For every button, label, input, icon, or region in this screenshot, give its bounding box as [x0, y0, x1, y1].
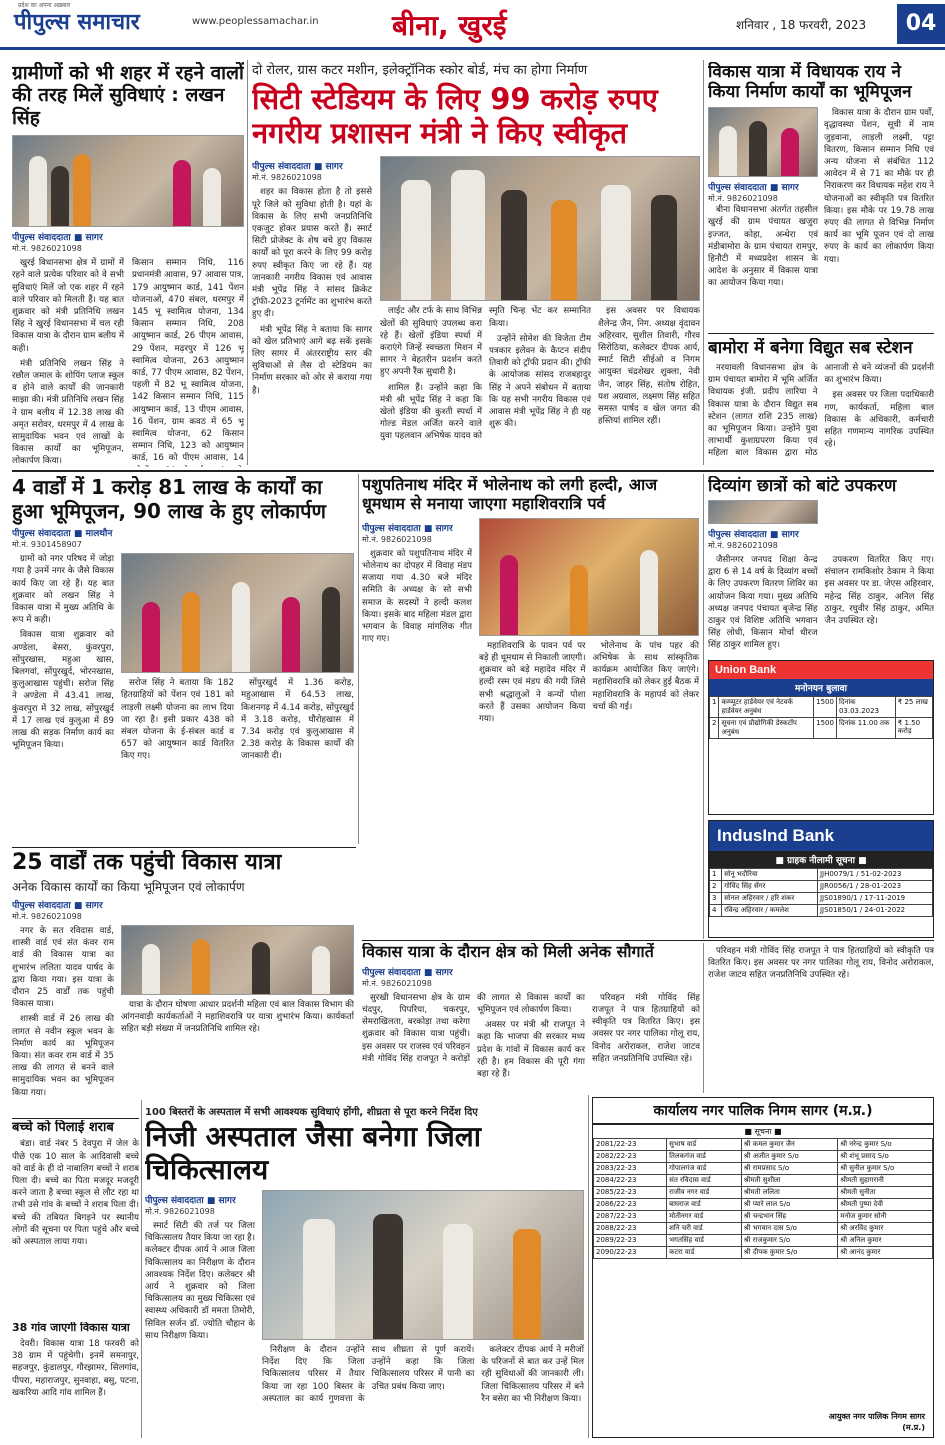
paragraph: निरीक्षण के दौरान उन्होंने निर्देश दिए कि जिला चिकित्सालय परिसर में तैयार किया जा रहा 100 बिस्तर के अस्पताल का कार्य गुणवत्ता के साथ शीघ्रता से पूर्ण करायें। उन्होंने कहा कि जिला चिकित्सालय परिसर में पानी का उचित प्रबंध किया जाए।	[262, 1345, 475, 1404]
cell-year: 2083/22-23	[594, 1163, 667, 1175]
cell-year: 2081/22-23	[594, 1139, 667, 1151]
cell-name: सूचना एवं प्रौद्योगिकी डेस्कटॉप अनुबंध	[719, 718, 814, 739]
story-body-continued	[262, 1344, 584, 1405]
table-row	[594, 1247, 933, 1259]
paragraph: अवसर पर मंत्री श्री राजपूत ने कहा कि भाजपा की सरकार मध्य प्रदेश के गांवों में विकास कार्य कर रही है। हम विकास की पूरी गंगा बहा रहे हैं।	[477, 1020, 585, 1080]
cell-loan: JJS01890/1 / 17-11-2019	[817, 893, 932, 905]
cell-count: 1500	[814, 697, 837, 718]
byline: पीपुल्स संवाददाता ■ सागर	[252, 162, 343, 173]
municipal-notice	[592, 1097, 934, 1438]
paragraph: शास्त्री वार्ड में 26 लाख की लागत से नवीन स्कूल भवन के निर्माण कार्य का भूमिपूजन किया। संत कवर राम वार्ड में 35 लाख की लागत से बनने वाले सामुदायिक भवन का भूमिपूजन किया गया।	[12, 1014, 114, 1098]
cell-no: 4	[710, 905, 722, 917]
paragraph: सुरखी विधानसभा क्षेत्र के ग्राम चंदपुर, पिपरिया, चकरपुर, सेमराखिलता, बरकोड़ा तथा करेगा शुक्रवार को विकास यात्रा पहुंची। इस अवसर पर राजस्व एवं परिवहन मंत्री गोविंद सिंह राजपूत ने करोड़ों की लागत से विकास कार्यों का भूमिपूजन एवं लोकार्पण किया।	[362, 992, 585, 1064]
paragraph: सरोज सिंह ने बताया कि 182 हितग्राहियों को पेंशन एवं 181 को लाड़ली लक्ष्मी योजना का लाभ दिया जा रहा है। इसी प्रकार 438 को संबल योजना के ई-संबल कार्ड व 657 को आयुष्मान कार्ड वितरित किए गए।	[121, 678, 234, 762]
table-row	[594, 1235, 933, 1247]
story-district-hospital	[145, 1104, 585, 1438]
paragraph: किसान सम्मान निधि, 116 प्रधानमंत्री आवास, 97 आवास पात्र, 179 आयुष्मान कार्ड, 141 पेंशन योजनाओं, 470 संबल, धरमपुर में 145 भू स्वामित्व योजना, 134 किसान सम्मान निधि, 208 आयुष्मान कार्ड, 26 पीएम आवास, 29 पेंशन, मढ़रपुर में 126 भू स्वामित्व योजना, 263 आयुष्मान कार्ड, 77 पीएम आवास, 82 पेंशन, पहली में 82 भू स्वामित्व योजना, 142 किसान सम्मान निधि, 115 आयुष्मान कार्ड, 13 पीएम आवास, 16 पेंशन, ग्राम कवठ में 65 भू स्वामित्व योजना, 62 किसान सम्मान निधि, 123 को आयुष्मान कार्ड, 16 को पीएम आवास, 14	[132, 258, 244, 464]
cell-name: श्रीमती सुशीला	[741, 1175, 838, 1187]
story-body-continued	[121, 999, 354, 1036]
cell-ward: तिलकगंज वार्ड	[667, 1151, 742, 1163]
photo-ward-event	[121, 553, 354, 673]
column-divider	[141, 1100, 142, 1438]
cell-claim: श्री नरेन्द्र कुमार S/o	[838, 1139, 933, 1151]
mobile: मो.नं. 9826021098	[12, 911, 82, 921]
paragraph: मंत्री भूपेंद्र सिंह ने बताया कि सागर को खेल प्रतिभाएं आगे बढ़ सकें इसके लिए सागर में अंतरराष्ट्रीय स्तर की सुविधाओं से लैस दो स्टेडियम का निर्माण सरकार को ओर से कराया गया है।	[252, 324, 372, 396]
column-divider	[703, 60, 704, 465]
column-divider	[358, 474, 359, 844]
paragraph: मंत्री प्रतिनिधि लखन सिंह ने रछौल जमाल के शोपिंग प्लाज स्कूल व होने वाले कार्यों की जानकारी साझा की। मंत्री प्रतिनिधि लखन सिंह ने ग्राम बलीय में 12.38 लाख की अमृत सरोवर, धरमपुर में 4 लाख के सामुदायिक भवन एवं लाखों के विकास कार्यों का भूमिपूजन, लोकार्पण किया।	[12, 358, 124, 467]
cell-date: दिनांक 11.00 तक	[836, 718, 895, 739]
section-divider	[12, 847, 356, 848]
story-body	[362, 548, 472, 646]
story-stadium	[252, 60, 700, 465]
cell-year: 2087/22-23	[594, 1211, 667, 1223]
cell-year: 2090/22-23	[594, 1247, 667, 1259]
paragraph: सोंपुरखुर्द में 1.36 करोड़, महुआखास में 64.53 लाख, किशनगढ़ में 4.14 करोड़, सोंपुरखुर्द में 3.18 करोड़, घौरोहखास में 7.34 करोड़ एवं कुलुआखास में 2.38 करोड़ के विकास कार्यों की जानकारी दी।	[241, 678, 354, 762]
cell-ward: सुभाष वार्ड	[667, 1139, 742, 1151]
table-row	[594, 1199, 933, 1211]
cell-name: सोनल अहिरवार / हरि शंकर	[722, 893, 818, 905]
cell-year: 2089/22-23	[594, 1235, 667, 1247]
paragraph: नरयावली विधानसभा क्षेत्र के ग्राम पंचायत बामोरा में भूमि अर्जित विधायक इंजी. प्रदीप लारिया ने विकास यात्रा के दौरान विद्युत सब स्टेशन (लागत राशि 235 लाख) का भूमिपूजन किया। उन्होंने युवा लाभार्थी कुशाग्रपरण किया एवं महिला बाल विकास द्वारा मोठ आनाजी से बने व्यंजनों की प्रदर्शनी का शुभारंभ किया।	[708, 363, 934, 459]
table-row	[710, 905, 933, 917]
story-vikas-saugaten	[362, 943, 700, 1093]
section-divider	[708, 333, 934, 334]
paragraph: यात्रा के दौरान घोषणा आधार प्रदर्शनी महिला एवं बाल विकास विभाग की आंगनवाड़ी कार्यकर्ताओं ने महाशिवरात्रि पर यात्रा शुभारंभ किया। कार्यकर्ता सहित बड़ी संख्या में जनप्रतिनिधि शामिल रहे।	[121, 999, 354, 1035]
table-row	[710, 893, 933, 905]
notice-table	[593, 1138, 933, 1259]
cell-name: गोविंद सिंह सेंगर	[722, 881, 818, 893]
cell-claim: श्री शंभू प्रसाद S/o	[838, 1151, 933, 1163]
notice-subtitle: ■ सूचना ■	[744, 1127, 782, 1136]
paragraph: ग्रामों को नगर परिषद में जोड़ा गया है उनमें नगर के जैसे विकास कार्य किए जा रहे हैं। यह बात शुक्रवार को लखन सिंह ने विकास यात्रा में मुख्य अतिथि के रूप में कही।	[12, 554, 114, 626]
table-row	[710, 869, 933, 881]
headline: पशुपतिनाथ मंदिर में भोलेनाथ को लगी हल्दी, आज धूमधाम से मनाया जाएगा महाशिवरात्रि पर्व	[362, 476, 658, 513]
cell-no: 1	[710, 869, 722, 881]
story-body	[708, 554, 934, 652]
story-rural-facilities	[12, 62, 244, 467]
headline: 25 वार्डों तक पहुंची विकास यात्रा	[12, 850, 282, 875]
story-vikas-saugaten-continued	[708, 945, 934, 1090]
kicker: 100 बिस्तरों के अस्पताल में सभी आवश्यक सुविधाएं होंगी, शीघ्रता से पूरा करने निर्देश दिए	[145, 1107, 478, 1118]
byline: पीपुल्स संवाददाता ■ सागर	[362, 523, 453, 534]
headline: दिव्यांग छात्रों को बांटे उपकरण	[708, 476, 897, 496]
cell-claim: श्रीमती सुनीता	[838, 1187, 933, 1199]
story-body	[12, 553, 114, 765]
cell-fee: ₹ 25 लाख	[895, 697, 932, 718]
notice-signature: आयुक्त नगर पालिक निगम सागर (म.प्र.)	[828, 1412, 925, 1432]
issue-date: शनिवार , 18 फरवरी, 2023	[736, 18, 867, 32]
logo-tagline: प्रदेश का अपना अख़बार	[18, 2, 71, 9]
table-row	[594, 1223, 933, 1235]
cell-fee: ₹ 1.50 करोड़	[895, 718, 932, 739]
byline: पीपुल्स संवाददाता ■ मालथौन	[12, 529, 113, 540]
cell-ward: मोतीनगर वार्ड	[667, 1211, 742, 1223]
paragraph: खुरई विधानसभा क्षेत्र में ग्रामों में रहने वाले प्रत्येक परिवार को वे सभी सुविधाएं मिलें जो एक शहर में रहने वाले परिवार को मिलती हैं। यह बात शुक्रवार को मंत्री प्रतिनिधि लखन सिंह ने खुरई विधानसभा में चल रही विकास यात्रा के दौरान ग्राम बलीय में कही।	[12, 258, 124, 354]
cell-name: रविन्द्र अहिरवार / कमलेश	[722, 905, 818, 917]
masthead	[0, 0, 945, 50]
cell-name: श्री चन्द्रभान सिंह	[741, 1211, 838, 1223]
byline: पीपुल्स संवाददाता ■ सागर	[708, 183, 799, 194]
paragraph: लाईट और टर्फ के साथ विभिन्न खेलों की सुविधाएं उपलब्ध करा रहे हैं। खेलों इंडिया स्पर्धा में कराएंगे जिन्हें स्वच्छता मिशन में सागर ने बेहतरीन प्रदर्शन करते हुए अपनी रैंक सुधारी है।	[380, 306, 482, 378]
cell-claim: श्रीमती पुष्पा देवी	[838, 1199, 933, 1211]
headline: निजी अस्पताल जैसा बनेगा जिला चिकित्सालय	[145, 1120, 481, 1187]
column-divider	[247, 60, 248, 465]
story-body-continued	[824, 107, 934, 292]
paragraph: कलेक्टर दीपक आर्य ने मरीजों के परिजनों से बात कर उन्हें मिल रही सुविधाओं की जानकारी ली। जिला चिकित्सालय परिसर में बने रैन बसेरा का भी निरीक्षण किया।	[481, 1345, 584, 1404]
paragraph: शुक्रवार को पशुपतिनाथ मंदिर में भोलेनाथ का दोपहर में विवाह मंडप सजाया गया 4.30 बजे मंदिर समिति के अध्यक्ष के सो सभी समाज के सदस्यों ने हल्दी कलश किया। इसके बाद महिला मंडल द्वारा भगवान के विवाह मांगलिक गीत गाए गए।	[362, 548, 472, 645]
paragraph: उपकरण वितरित किए गए। संचालन रामकिशोर ठेकाम ने किया इस अवसर पर डा. जेएस अहिरवार, महेन्द्र सिंह ठाकुर, अनिल सिंह ठाकुर, रघुवीर सिंह ठाकुर, अमित जैन उपस्थित रहे।	[824, 555, 934, 627]
ad-title: मनोनयन बुलावा	[709, 679, 933, 696]
story-body	[12, 1338, 139, 1399]
photo-students	[708, 500, 818, 524]
cell-loan: JJS01850/1 / 24-01-2022	[817, 905, 932, 917]
byline: पीपुल्स संवाददाता ■ सागर	[12, 900, 103, 911]
cell-no: 2	[710, 881, 722, 893]
cell-claim: श्रीमती सुहागरानी	[838, 1175, 933, 1187]
newspaper-logo: पीपुल्स समाचार	[14, 9, 140, 35]
headline: बामोरा में बनेगा विद्युत सब स्टेशन	[708, 338, 913, 358]
mobile: मो.नं. 9301458907	[12, 540, 82, 550]
cell-claim: मनोज कुमार सोनी	[838, 1211, 933, 1223]
column-divider	[703, 943, 704, 1093]
story-body	[708, 204, 818, 289]
paragraph: इस अवसर पर विधायक शैलेन्द्र जैन, निग. अध्यक्ष वृंदावन अहिरवार, सुशील तिवारी, गौरव सिरोठिया, कलेक्टर दीपक आर्य, स्मार्ट सिटी सीईओ व निगम आयुक्त चंद्रशेखर शुक्ला, नेवी जैन, जाहर सिंह, संतोष रोहित, यश अग्रवाल, लक्ष्मण सिंह सहित समस्त पार्षद व खेल जगत की हस्तियां शामिल रहीं।	[598, 306, 700, 427]
paragraph: जैसीनगर जनपद शिक्षा केन्द्र द्वारा 6 से 14 वर्ष के दिव्यांग बच्चों के लिए उपकरण वितरण शिविर का आयोजन किया गया। मुख्य अतिथि अध्यक्ष जनपद पंचायत बृजेन्द्र सिंह ठाकुर एवं विशिष्ट अतिथि भगवान सिंह लोधी, किसान मोर्चा धीरज सिंह ठाकुर शामिल हुए।	[708, 555, 818, 651]
paragraph: नगर के सत रविदास वार्ड, शास्त्री वार्ड एवं संत कंवर राम वार्ड की विकास यात्रा का शुभारंभ ललिता यादव पार्षद के द्वारा किया गया। इस यात्रा के दौरान 25 वार्डों तक पहुंची विकास यात्रा।	[12, 925, 114, 1010]
cell-ward: शनि चरी वार्ड	[667, 1223, 742, 1235]
indusind-bank-ad	[708, 820, 934, 938]
story-four-wards	[12, 476, 356, 844]
ad-table	[709, 868, 933, 917]
mobile: मो.नं. 9826021098	[252, 173, 322, 183]
cell-ward: बाघराज वार्ड	[667, 1199, 742, 1211]
story-body	[252, 186, 372, 396]
section-divider	[362, 940, 934, 941]
photo-mla-event	[708, 107, 818, 177]
table-row	[594, 1163, 933, 1175]
kicker: दो रोलर, ग्रास कटर मशीन, इलेक्ट्रॉनिक स्कोर बोर्ड, मंच का होगा निर्माण	[252, 63, 588, 78]
cell-claim: श्री सुनील कुमार S/o	[838, 1163, 933, 1175]
site-url[interactable]: www.peoplessamachar.in	[192, 16, 319, 27]
cell-year: 2088/22-23	[594, 1223, 667, 1235]
section-divider	[12, 470, 934, 472]
cell-name: श्री प्यारे लाल S/o	[741, 1199, 838, 1211]
story-25-wards	[12, 850, 356, 1115]
cell-name: श्री रामप्रसाद S/o	[741, 1163, 838, 1175]
photo-temple-ritual	[479, 518, 699, 636]
kicker: अनेक विकास कार्यों का किया भूमिपूजन एवं लोकार्पण	[12, 879, 245, 894]
mobile: मो.नं. 9826021098	[12, 244, 82, 254]
mobile: मो.नं. 9826021098	[362, 534, 432, 544]
photo-leaders	[12, 135, 244, 227]
cell-claim: श्री आनंद कुमार	[838, 1247, 933, 1259]
paragraph: शामिल हैं। उन्होंने कहा कि मंत्री श्री भूपेंद्र सिंह ने कहा कि खेलो इंडिया की कुश्ती स्पर्धा में गोल्ड मेडल अर्जित करने वाले युवा पहलवान अभिषेक यादव को स्मृति चिन्ह भेंट कर सम्मानित किया।	[380, 306, 591, 442]
cell-ward: कटरा वार्ड	[667, 1247, 742, 1259]
table-row	[594, 1151, 933, 1163]
paragraph: महाशिवरात्रि के पावन पर्व पर बड़े ही धूमधाम से निकाली जाएगी। शुक्रवार को बड़े महादेव मंदिर में हल्दी रस्म एवं मंडप की गयी जिसे सभी श्रद्धालुओं ने कन्यों पोशा करते हैं उसका आयोजन किया गया।	[479, 640, 586, 724]
cell-name: श्री भगवान दास S/o	[741, 1223, 838, 1235]
story-body-continued	[380, 305, 700, 442]
cell-year: 2086/22-23	[594, 1199, 667, 1211]
cell-date: दिनांक 03.03.2023	[836, 697, 895, 718]
cell-name: सोनू भदौरिया	[722, 869, 818, 881]
story-body	[145, 1220, 255, 1342]
column-divider	[703, 474, 704, 939]
ad-table	[709, 696, 933, 739]
mobile: मो.नं. 9826021098	[145, 1207, 215, 1217]
table-row	[710, 718, 933, 739]
story-body	[362, 992, 700, 1080]
cell-year: 2084/22-23	[594, 1175, 667, 1187]
story-child-liquor	[12, 1120, 139, 1320]
story-38-villages	[12, 1322, 139, 1437]
byline: पीपुल्स संवाददाता ■ सागर	[362, 967, 453, 978]
cell-name: श्रीमती ललिता	[741, 1187, 838, 1199]
mobile: मो.नं. 9826021098	[708, 541, 778, 551]
table-row	[594, 1211, 933, 1223]
section-divider	[12, 1118, 139, 1119]
story-body	[708, 362, 934, 460]
story-divyang	[708, 476, 934, 654]
table-row	[710, 881, 933, 893]
cell-no: 2	[710, 718, 719, 739]
cell-name: श्री दीपक कुमार S/o	[741, 1247, 838, 1259]
table-row	[594, 1187, 933, 1199]
mobile: मो.नं. 9826021098	[708, 194, 778, 204]
byline: पीपुल्स संवाददाता ■ सागर	[708, 530, 799, 541]
union-bank-ad	[708, 660, 934, 815]
headline: विकास यात्रा के दौरान क्षेत्र को मिली अनेक सौगातें	[362, 943, 654, 961]
paragraph: शहर का विकास होता है तो इससे पूरे जिले को सुविधा होती है। यहां के विकास के लिए सभी जनप्रतिनिधि एकजुट होकर प्रयास करते हैं। स्मार्ट सिटी प्रोजेक्ट के शेष बचे हुए विकास कार्यों को पूरा करने के लिए 99 करोड़ रुपए स्वीकृत किए जा रहे हैं। यह जानकारी नगरीय विकास एवं आवास मंत्री भूपेंद्र सिंह ने सांसद क्रिकेट ट्रॉफी-2023 टूर्नामेंट का शुभारंभ करते हुए दी।	[252, 187, 372, 320]
story-mla-bhoomipujan	[708, 62, 934, 332]
paragraph: देवरी। विकास यात्रा 18 फरवरी को 38 ग्राम में पहुंचेगी। इनमें समनापुर, सहजपुर, कुंडालपुर, गौरझामर, सिलगांव, पीपरा, महाराजपुर, सुनवाहा, बसु, पटना, खकरिया आदि गांव शामिल हैं।	[12, 1338, 139, 1398]
story-body-continued	[121, 677, 354, 765]
cell-name: श्री अजीत कुमार S/o	[741, 1151, 838, 1163]
ad-notice-title: ■ ग्राहक नीलामी सूचना ■	[709, 851, 933, 868]
union-bank-brand: Union Bank	[709, 661, 933, 679]
cell-ward: भगतसिंह वार्ड	[667, 1235, 742, 1247]
headline: 38 गांव जाएगी विकास यात्रा	[12, 1322, 130, 1334]
cell-no: 3	[710, 893, 722, 905]
paragraph: परिवहन मंत्री गोविंद सिंह राजपूत ने पात्र हितग्राहियों को स्वीकृति पत्र वितरित किए। इस अवसर पर नगर पालिका गोलू राय, विनोद अरोराकल, राजेश जाटव सहित जनप्रतिनिधि उपस्थित रहे।	[708, 946, 934, 981]
cell-ward: राजीव नगर वार्ड	[667, 1187, 742, 1199]
cell-claim: श्री अनिल कुमार	[838, 1235, 933, 1247]
byline: पीपुल्स संवाददाता ■ सागर	[145, 1196, 236, 1207]
edition-title: बीना, खुरई	[392, 9, 507, 42]
headline: ग्रामीणों को भी शहर में रहने वालों की तरह मिलें सुविधाएं : लखन सिंह	[12, 62, 244, 129]
headline: बच्चे को पिलाई शराब	[12, 1120, 114, 1135]
cell-name: कम्प्यूटर हार्डवेयर एवं नेटवर्क हार्डवेयर अनुबंध	[719, 697, 814, 718]
cell-name: श्री राजकुमार S/o	[741, 1235, 838, 1247]
story-pashupatinath	[362, 476, 700, 938]
table-row	[710, 697, 933, 718]
paragraph: परिवहन मंत्री गोविंद सिंह राजपूत ने पात्र हितग्राहियों को स्वीकृति पत्र वितरित किए। इस अवसर पर नगर पालिका गोलू राय, विनोद अरोराकल, राजेश जाटव सहित जनप्रतिनिधि उपस्थित रहे।	[592, 992, 700, 1064]
paragraph: उन्होंने सोमेश की विजेता टीम पत्रकार इलेवन के कैप्टन संदीप तिवारी को ट्रॉफी प्रदान की। ट्रॉफी के आयोजक सांसद राजबहादुर सिंह ने अपने संबोधन में बताया कि यह सभी नगरीय विकास एवं आवास मंत्री भूपेंद्र सिंह ने ही यह शुरू की।	[489, 333, 591, 430]
column-divider	[588, 1095, 589, 1438]
cell-ward: संत रविदास वार्ड	[667, 1175, 742, 1187]
headline: सिटी स्टेडियम के लिए 99 करोड़ रुपए नगरीय प्रशासन मंत्री ने किए स्वीकृत	[252, 82, 658, 151]
notice-title: कार्यालय नगर पालिक निगम सागर (म.प्र.)	[593, 1098, 933, 1125]
cell-ward: गोपालगंज वार्ड	[667, 1163, 742, 1175]
photo-trophy-ceremony	[380, 156, 700, 301]
story-substation	[708, 338, 934, 466]
cell-loan: JJR0056/1 / 28-01-2023	[817, 881, 932, 893]
story-body	[12, 257, 244, 467]
story-body	[12, 925, 114, 1102]
cell-year: 2085/22-23	[594, 1187, 667, 1199]
headline: 4 वार्डों में 1 करोड़ 81 लाख के कार्यों का हुआ भूमिपूजन, 90 लाख के हुए लोकार्पण	[12, 476, 327, 523]
cell-claim: श्री अरविंद कुमार	[838, 1223, 933, 1235]
paragraph: इस अवसर पर जिला पदाधिकारी गण, कार्यकर्ता, महिला बाल विकास के अधिकारी, कर्मचारी सहित गणमान्य नागरिक उपस्थित रहे।	[824, 390, 934, 450]
cell-loan: JJH0079/1 / 51-02-2023	[817, 869, 932, 881]
indusind-brand: IndusInd Bank	[709, 821, 933, 851]
table-row	[594, 1139, 933, 1151]
byline: पीपुल्स संवाददाता ■ सागर	[12, 233, 103, 244]
headline: विकास यात्रा में विधायक राय ने किया निर्माण कार्यों का भूमिपूजन	[708, 62, 912, 103]
story-body	[12, 1138, 139, 1248]
paragraph: विकास यात्रा के दौरान ग्राम पर्वों, वृद्धावस्था पेंशन, सूची में नाम जुड़वाना, लाड़ली लक्ष्मी, पट्टा वितरण, किसान सम्मान निधि एवं अन्य योजना से संबंधित 112 आवेदन में से 71 का मौके पर ही निराकरण कर विधायक महेश राय ने योजनाओं का स्वीकृति पत्र वितरित किया। इस मौके पर 19.78 लाख रुपए की लागत से विभिन्न निर्माण कार्य का भूमि पूजन एवं दो लाख रुपए के कार्य का लोकार्पण किया गया।	[824, 108, 934, 265]
photo-vikas-yatra	[121, 925, 354, 995]
cell-no: 1	[710, 697, 719, 718]
table-row	[594, 1175, 933, 1187]
cell-name: श्री कमल कुमार जैन	[741, 1139, 838, 1151]
paragraph: बीना विधानसभा अंतर्गत तहसील खुरई की ग्राम पंचायत खजुरा इज्जत, कोहा, अन्धेरा एवं मंडीबामोरा के ग्राम पंचायत रामपुर, हिनौटी में मध्यप्रदेश शासन के आदेश के अनुसार में विकास यात्रा का आयोजन किया गया।	[708, 205, 818, 289]
photo-hospital-inspection	[262, 1190, 584, 1340]
mobile: मो.नं. 9826021098	[362, 978, 432, 988]
cell-count: 1500	[814, 718, 837, 739]
paragraph: स्मार्ट सिटी की तर्ज पर जिला चिकित्सालय तैयार किया जा रहा है। कलेक्टर दीपक आर्य ने आज जिला चिकित्सालय का निरीक्षण के दौरान आवश्यक निर्देश दिए। कलेक्टर श्री आर्य ने शुक्रवार को जिला चिकित्सालय का मुख्य चिकित्सा एवं स्वास्थ्य अधिकारी डॉ ममता तिमोरी, सिविल सर्जन डॉ. ज्योति चौहान के साथ निरीक्षण किया।	[145, 1221, 255, 1341]
page-number: 04	[897, 4, 945, 44]
paragraph: भोलेनाथ के पांच पहर की अभिषेक के साथ सांस्कृतिक कार्यक्रम आयोजित किए जाएंगे। महाशिवरात्रि को लेकर हुई बैठक में महाशिवरात्रि के महापर्व को लेकर चर्चा की गई।	[592, 640, 699, 712]
paragraph: बंडा। वार्ड नंबर 5 देवपुरा में जेल के पीछे एक 10 साल के आदिवासी बच्चे को वार्ड के ही दो नाबालिग बच्चों ने शराब पिला दी। बच्चे का पिता मजदूर मजदूरी करने जाता है बच्चा स्कूल से लौट रहा था तभी उसे गांव के बच्चों ने शराब पिला दी। बच्चे की तबियत बिगड़ने पर स्थानीय लोगों की सूचना पर पिता पहुंचे और बच्चे को अस्पताल लाया गया।	[12, 1139, 139, 1247]
paragraph: विकास यात्रा शुक्रवार को अण्डेला, बेसरा, कुंवरपुरा, सोंपुरखास, महुआ खास, बिलगवां, सोंपुरखुर्द, भोरनखास, कुलुआखास पहुंची। सरोज सिंह ने अण्डेला में 43.41 लाख, कुंवरपुरा में 32 लाख, सोंपुरखुर्द में 17 लाख एवं कुलुआ में 89 लाख की सड़क निर्माण कार्य का भूमिपूजन किया।	[12, 630, 114, 751]
story-body-continued	[479, 640, 699, 725]
cell-year: 2082/22-23	[594, 1151, 667, 1163]
